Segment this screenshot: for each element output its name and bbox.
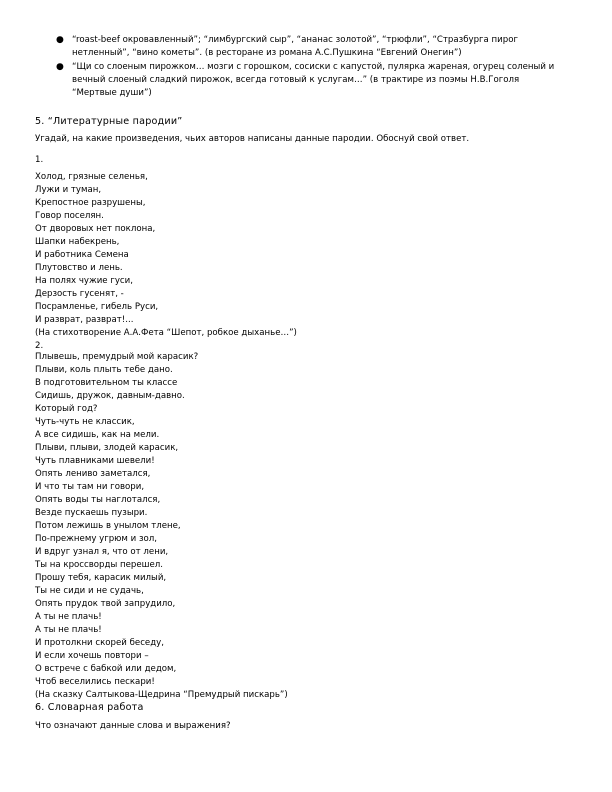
poem-line: О встрече с бабкой или дедом, [35,664,177,674]
poem-line: Сидишь, дружок, давным-давно. [35,391,185,401]
parody-1-number: 1. [35,155,44,165]
poem-line: Чуть-чуть не классик, [35,417,135,427]
poem-line: И разврат, разврат!... [35,315,134,325]
poem-line: Дерзость гусенят, - [35,289,124,299]
poem-line: Плыви, коль плыть тебе дано. [35,365,173,375]
bullet-icon: ● [56,62,64,72]
poem-line: Потом лежишь в унылом тлене, [35,521,181,531]
poem-line: А ты не плачь! [35,625,102,635]
poem-line: Шапки набекрень, [35,237,120,247]
poem-line: И вдруг узнал я, что от лени, [35,547,169,557]
section-5-heading: 5. “Литературные пародии” [35,116,183,127]
quote-line: “roast-beef окровавленный”; “лимбургский сыр”, “ананас золотой”, “трюфли”, “Стразбурга пирог [72,35,518,45]
list-item [54,34,574,60]
poem-line: Везде пускаешь пузыри. [35,508,148,518]
menu-quotes-list [54,34,574,101]
section-5-instruction: Угадай, на какие произведения, чьих авторов написаны данные пародии. Обоснуй свой ответ. [35,134,470,144]
poem-line: Плыви, плыви, злодей карасик, [35,443,179,453]
poem-line: (На сказку Салтыкова-Щедрина “Премудрый пискарь”) [35,690,288,700]
poem-line: Чуть плавниками шевели! [35,456,155,466]
quote-line: вечный слоеный сладкий пирожок, всегда готовый к услугам…” (в трактире из поэмы Н.В.Гоголя [72,75,520,85]
bullet-icon: ● [56,35,64,45]
poem-line: От дворовых нет поклона, [35,224,156,234]
parody-1-poem [35,171,297,353]
poem-line: И работника Семена [35,250,129,260]
poem-line: В подготовительном ты классе [35,378,178,388]
poem-line: Холод, грязные селенья, [35,172,148,182]
poem-line: И если хочешь повтори – [35,651,149,661]
poem-line: А ты не плачь! [35,612,102,622]
poem-line: 2. [35,341,44,351]
poem-line: Лужи и туман, [35,185,102,195]
quote-line: “Щи со слоеным пирожком… мозги с горошком, сосиски с капустой, пулярка жареная, огурец соленый и [72,62,555,72]
section-6-heading: 6. Словарная работа [35,702,144,713]
poem-line: По-прежнему угрюм и зол, [35,534,158,544]
poem-line: (На стихотворение А.А.Фета “Шепот, робкое дыханье…”) [35,328,297,338]
poem-line: Который год? [35,404,98,414]
poem-line: И протолкни скорей беседу, [35,638,164,648]
parody-2-poem [35,351,288,702]
poem-line: И что ты там ни говори, [35,482,145,492]
poem-line: Крепостное разрушены, [35,198,146,208]
poem-line: На полях чужие гуси, [35,276,133,286]
poem-line: Ты не сиди и не судачь, [35,586,144,596]
poem-line: Опять прудок твой запрудило, [35,599,176,609]
list-item [54,61,574,100]
poem-line: Опять лениво заметался, [35,469,151,479]
poem-line: Говор поселян. [35,211,104,221]
poem-line: Плутовство и лень. [35,263,123,273]
section-6-question: Что означают данные слова и выражения? [35,721,231,731]
poem-line: Прошу тебя, карасик милый, [35,573,167,583]
poem-line: Опять воды ты наглотался, [35,495,161,505]
poem-line: Плывешь, премудрый мой карасик? [35,352,199,362]
quote-line: “Мертвые души”) [72,88,152,98]
poem-line: Ты на кроссворды перешел. [35,560,163,570]
poem-line: Чтоб веселились пескари! [35,677,155,687]
quote-line: нетленный”, “вино кометы”. (в ресторане из романа А.С.Пушкина “Евгений Онегин”) [72,48,462,58]
poem-line: Посрамленье, гибель Руси, [35,302,159,312]
poem-line: А все сидишь, как на мели. [35,430,160,440]
